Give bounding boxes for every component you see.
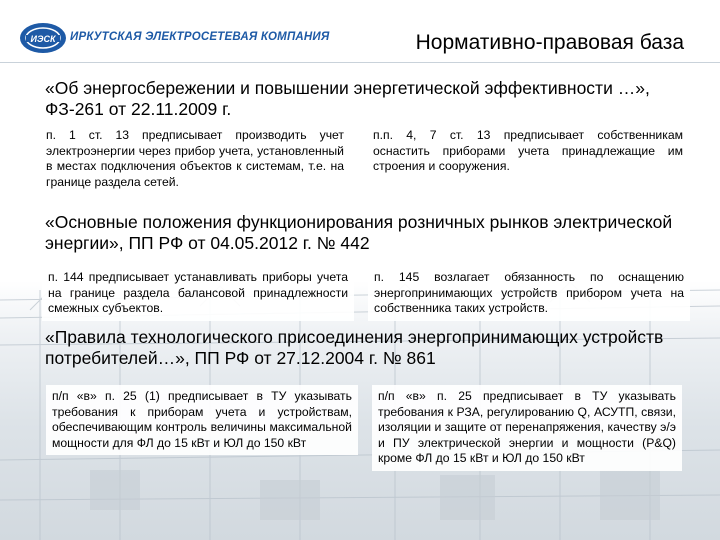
section-3-right-text: п/п «в» п. 25 предписывает в ТУ указывать требования к РЗА, регулированию Q, АСУТП, связи, изоляции и защите от перенапряжения, качеству э/э и ПУ электрической энергии и мощности (P&Q) кроме ФЛ до 15 кВт и ЮЛ до 150 кВт: [372, 385, 682, 471]
section-3-left-text: п/п «в» п. 25 (1) предписывает в ТУ указывать требования к приборам учета и устройствам, обеспечивающим контроль величины максимальной мощности для ФЛ до 15 кВт и ЮЛ до 150 кВт: [46, 385, 358, 455]
company-name: ИРКУТСКАЯ ЭЛЕКТРОСЕТЕВАЯ КОМПАНИЯ: [70, 31, 330, 43]
page-title: Нормативно-правовая база: [415, 31, 684, 54]
section-2-left-text: п. 144 предписывает устанавливать приборы учета на границе раздела балансовой принадлежности смежных субъектов.: [42, 266, 354, 321]
section-1-title: «Об энергосбережении и повышении энергетической эффективности …», ФЗ-261 от 22.11.2009 г.: [45, 78, 650, 119]
section-1-right-text: п.п. 4, 7 ст. 13 предписывает собственникам оснастить приборами учета принадлежащие им строения и сооружения.: [373, 128, 683, 173]
section-2-title: «Основные положения функционирования розничных рынков электрической энергии», ПП РФ от 04.05.2012 г. № 442: [45, 212, 673, 253]
section-1-left-text: п. 1 ст. 13 предписывает производить учет электроэнергии через прибор учета, установленный в местах подключения объектов к системам, т.е. на границе раздела сетей.: [46, 128, 344, 189]
logo-lettering: ИЭСК: [30, 34, 56, 44]
section-3-title: «Правила технологического присоединения энергопринимающих устройств потребителей…», ПП РФ от 27.12.2004 г. № 861: [45, 327, 664, 368]
section-2-right-text: п. 145 возлагает обязанность по оснащению энергопринимающих устройств прибором учета на собственника таких устройств.: [368, 266, 690, 321]
